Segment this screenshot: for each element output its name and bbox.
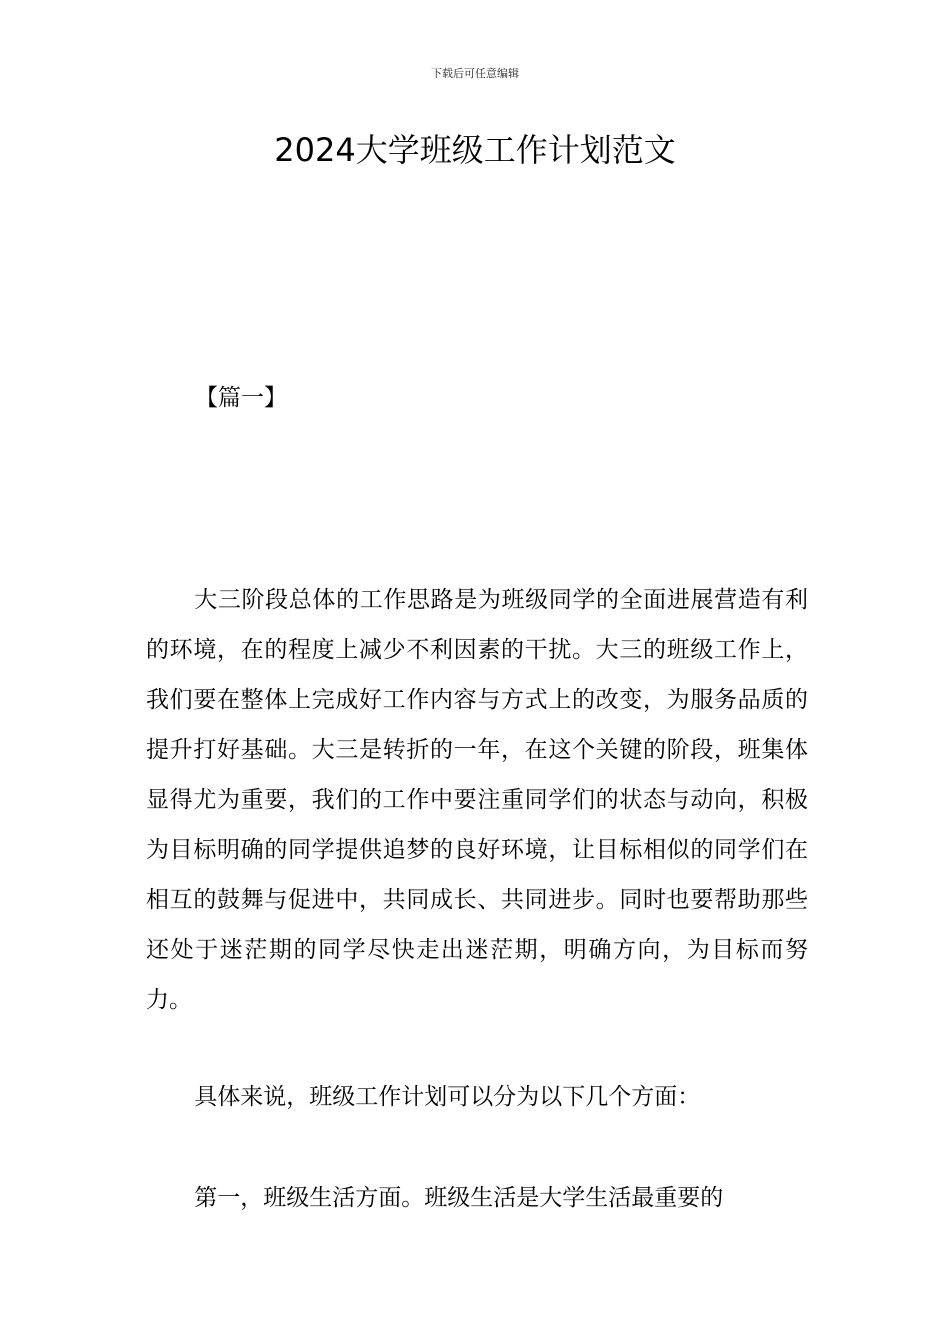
body-paragraph-2: 具体来说，班级工作计划可以分为以下几个方面： bbox=[194, 1084, 701, 1110]
body-paragraph-3: 第一，班级生活方面。班级生活是大学生活最重要的 bbox=[194, 1185, 724, 1211]
header-note: 下载后可任意编辑 bbox=[431, 67, 519, 80]
document-title: 2024大学班级工作计划范文 bbox=[274, 131, 676, 169]
body-paragraph-1: 大三阶段总体的工作思路是为班级同学的全面进展营造有利的环境，在的程度上减少不利因素的干扰。大三的班级工作上，我们要在整体上完成好工作内容与方式上的改变，为服务品质的提升打好基础。大三是转折的一年，在这个关键的阶段，班集体显得尤为重要，我们的工作中要注重同学们的状态与动向，积极为目标明确的同学提供追梦的良好环境，让目标相似的同学们在相互的鼓舞与促进中，共同成长、共同进步。同时也要帮助那些还处于迷茫期的同学尽快走出迷茫期，明确方向，为目标而努力。 bbox=[146, 587, 808, 1013]
section-label: 【篇一】 bbox=[195, 385, 287, 411]
